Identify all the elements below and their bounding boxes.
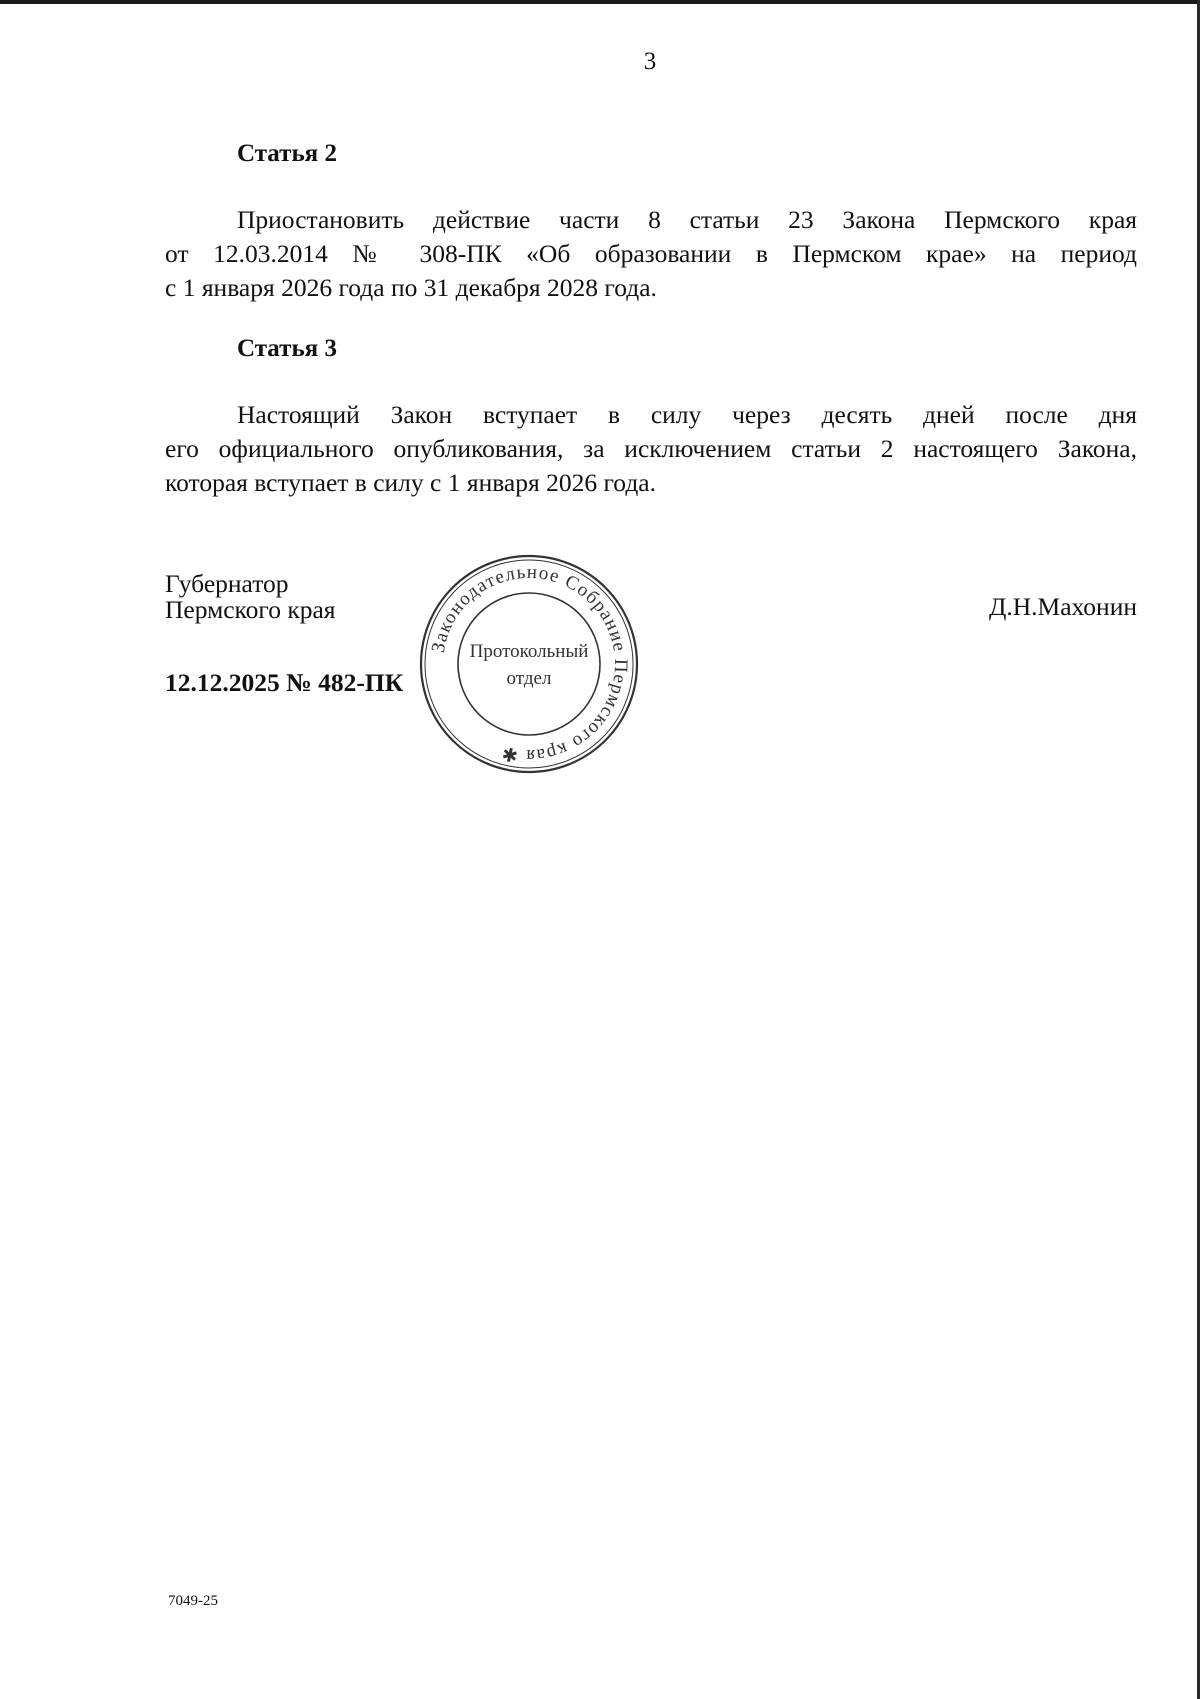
signatory-name: Д.Н.Махонин <box>988 592 1137 621</box>
article-3-line: которая вступает в силу с 1 января 2026 года. <box>165 468 656 497</box>
stamp-center-line1: Протокольный <box>469 641 589 662</box>
stamp-center-line2: отдел <box>506 668 552 689</box>
stamp-inner-ring <box>458 593 600 735</box>
scan-edge-top <box>0 0 1200 4</box>
article-3-heading: Статья 3 <box>237 335 337 362</box>
article-3-line: Настоящий Закон вступает в силу через десять дней после дня <box>237 400 1137 429</box>
signatory-title-line: Губернатор <box>165 569 289 598</box>
page-number: 3 <box>643 48 657 75</box>
signatory-title-line: Пермского края <box>165 595 336 624</box>
stamp-ring-textpath: Законодательное Собрание Пермского края ✱ <box>427 561 632 767</box>
article-3-text <box>165 398 1137 500</box>
article-2-line: с 1 января 2026 года по 31 декабря 2028 года. <box>165 273 657 302</box>
law-date-number: 12.12.2025 № 482-ПК <box>165 668 404 697</box>
article-2-text <box>165 203 1137 305</box>
article-2-line: Приостановить действие части 8 статьи 23 Закона Пермского края <box>237 205 1137 234</box>
stamp-seal <box>418 553 640 775</box>
stamp-outer-ring-inner <box>425 560 633 768</box>
signatory-title <box>165 571 336 623</box>
article-3-line: его официального опубликования, за исключением статьи 2 настоящего Закона, <box>165 434 1137 463</box>
article-2-heading: Статья 2 <box>237 140 337 167</box>
article-2-line: от 12.03.2014 № 308-ПК «Об образовании в Пермском крае» на период <box>165 239 1137 268</box>
document-code: 7049-25 <box>168 1593 218 1609</box>
stamp-outer-ring <box>421 556 637 772</box>
